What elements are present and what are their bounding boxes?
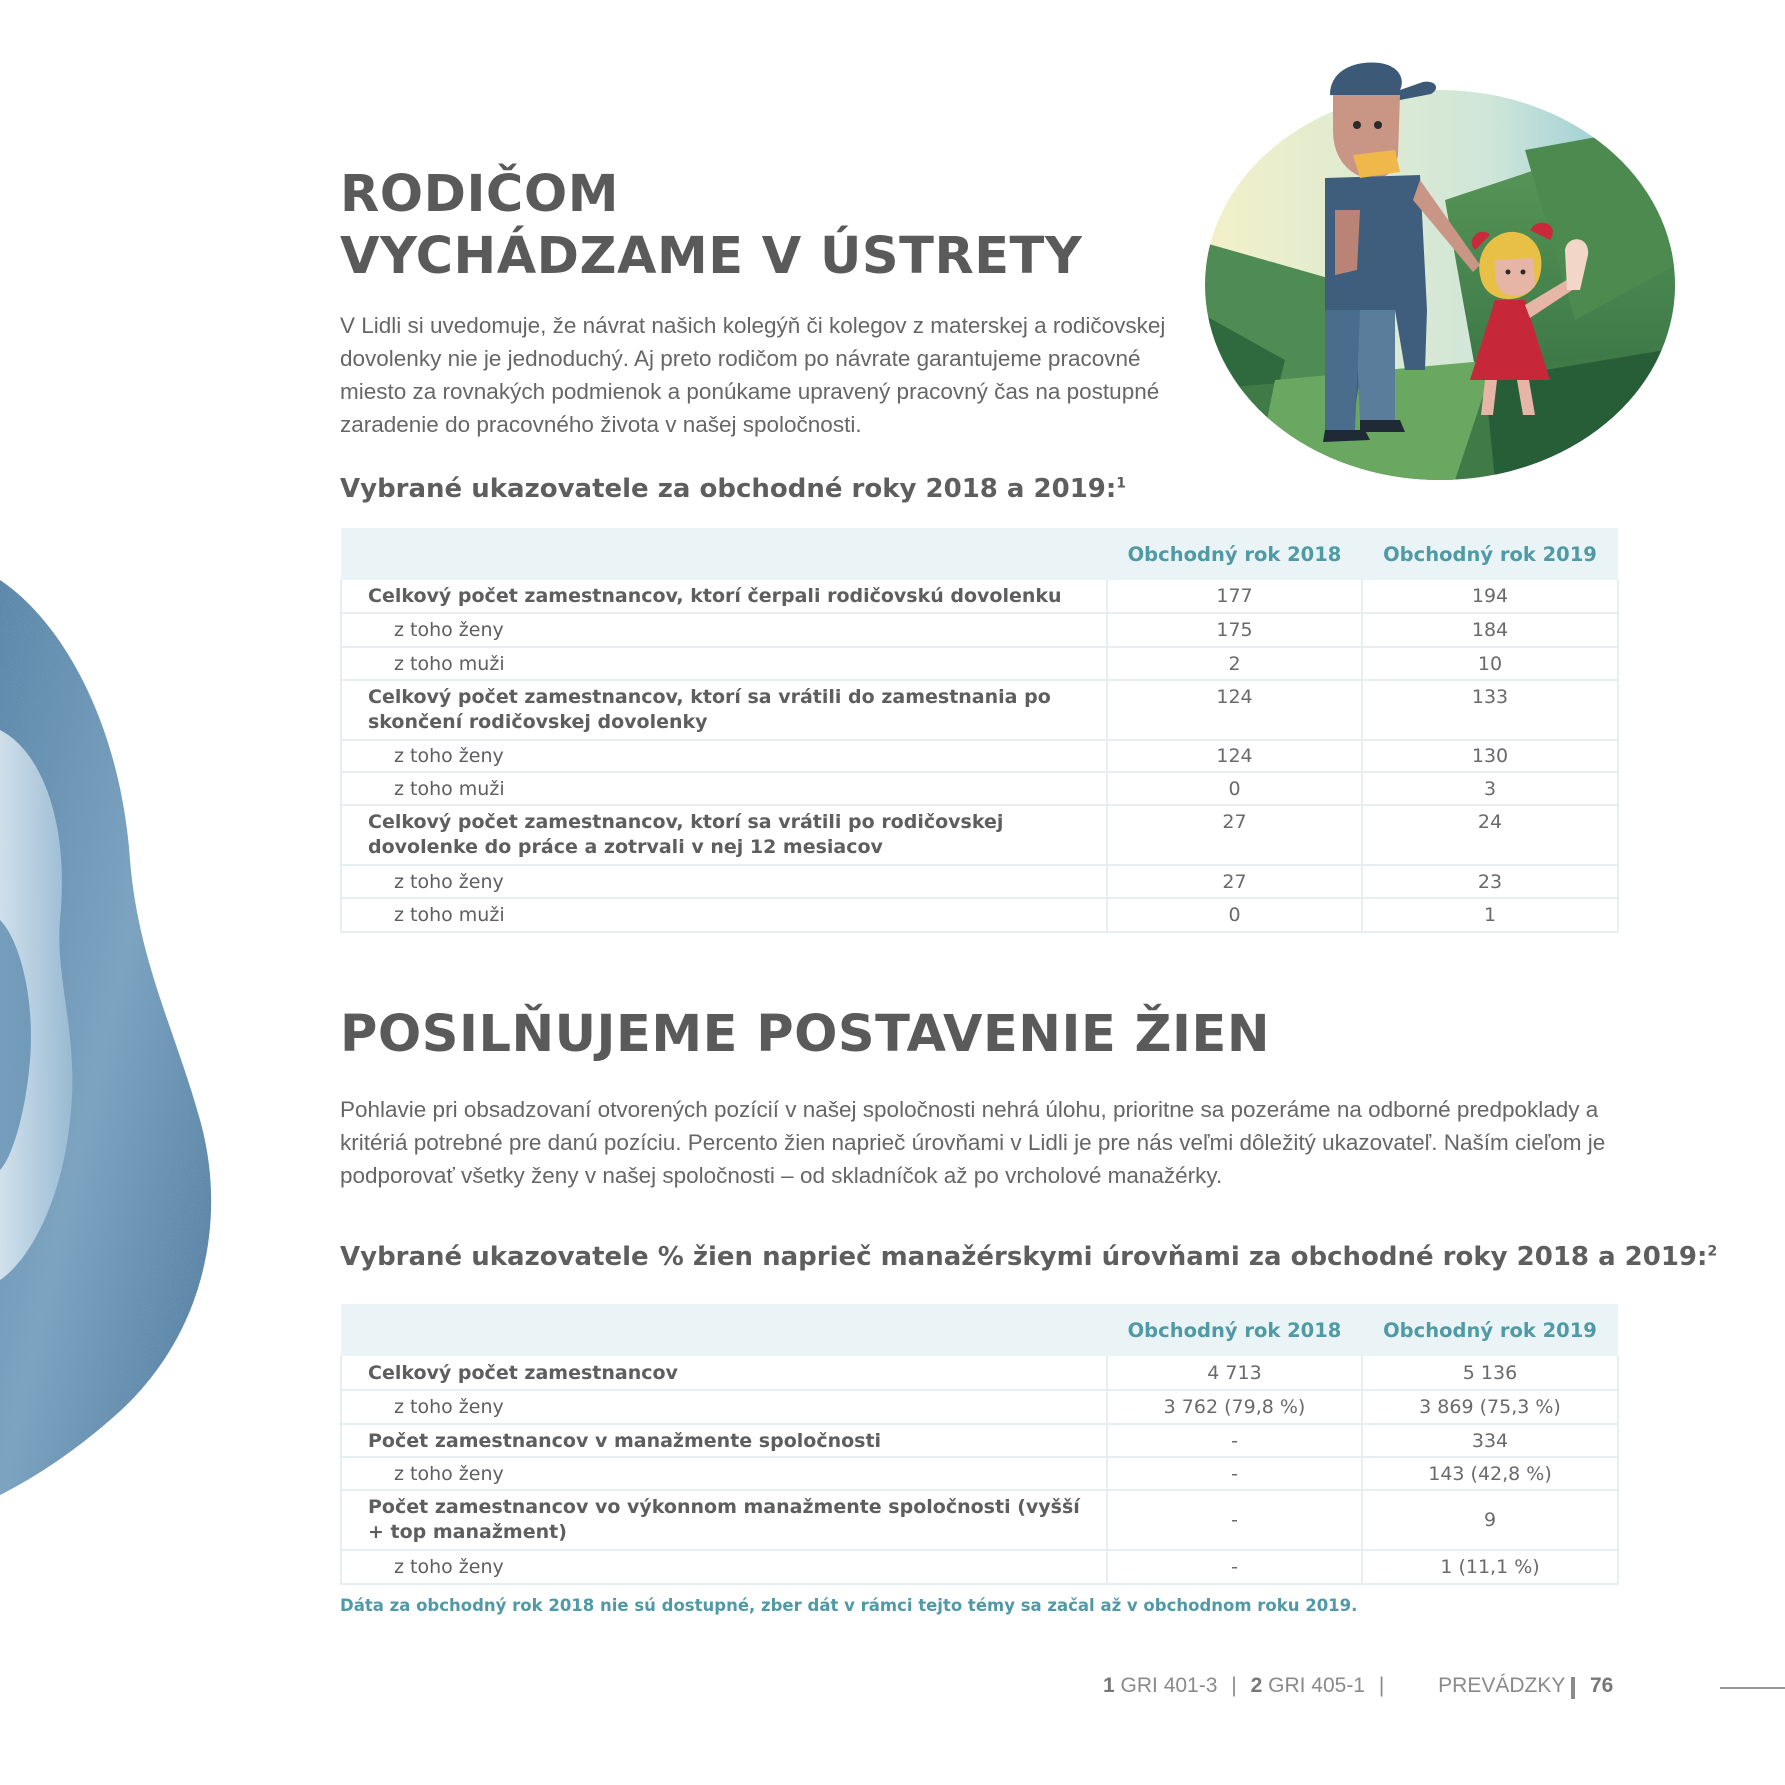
footer-references	[1103, 1674, 1565, 1698]
row-label: z toho ženy	[341, 865, 1107, 898]
section-title-parents	[340, 164, 1082, 288]
value-2018: 4 713	[1107, 1356, 1362, 1390]
value-2018: 0	[1107, 898, 1362, 932]
row-label: z toho muži	[341, 772, 1107, 805]
table1-heading-footnote: 1	[1116, 475, 1127, 492]
table1-heading	[340, 474, 1126, 504]
page-number: 76	[1590, 1674, 1614, 1697]
value-2018: 177	[1107, 580, 1362, 613]
table-row	[341, 1457, 1618, 1490]
table-row	[341, 740, 1618, 772]
table-header-2019: Obchodný rok 2019	[1362, 528, 1618, 580]
parental-leave-table	[340, 528, 1619, 933]
value-2019: 23	[1362, 865, 1618, 898]
table1-heading-text: Vybrané ukazovatele za obchodné roky 2018 a 2019:	[340, 474, 1117, 504]
row-label: z toho ženy	[341, 613, 1107, 647]
table-row	[341, 772, 1618, 805]
row-label: Celkový počet zamestnancov, ktorí sa vrátili po rodičovskej dovolenke do práce a zotrvali v nej 12 mesiacov	[341, 805, 1107, 865]
table-row	[341, 1424, 1618, 1457]
intro-paragraph-women: Pohlavie pri obsadzovaní otvorených pozícií v našej spoločnosti nehrá úlohu, prioritne sa pozeráme na odborné predpoklady a kritériá potrebné pre danú pozíciu. Percento žien naprieč úrovňami v Lidli je pre nás veľmi dôležitý ukazovateľ. Naším cieľom je podporovať všetky ženy v našej spoločnosti – od skladníčok až po vrcholové manažérky.	[340, 1097, 1606, 1188]
table-header-2019: Obchodný rok 2019	[1362, 1304, 1618, 1356]
value-2018: 124	[1107, 680, 1362, 740]
row-label: Celkový počet zamestnancov, ktorí sa vrátili do zamestnania po skončení rodičovskej dovolenky	[341, 680, 1107, 740]
value-2018: -	[1107, 1550, 1362, 1584]
table-row	[341, 647, 1618, 680]
table-header-2018: Obchodný rok 2018	[1107, 528, 1362, 580]
footer-rule	[1720, 1687, 1785, 1689]
table-row	[341, 1356, 1618, 1390]
table2-footnote: Dáta za obchodný rok 2018 nie sú dostupné, zber dát v rámci tejto témy sa začal až v obchodnom roku 2019.	[340, 1596, 1358, 1615]
table-header-row	[341, 528, 1618, 580]
footer-section-name: PREVÁDZKY	[1438, 1674, 1566, 1697]
value-2018: 124	[1107, 740, 1362, 772]
table-header-2018: Obchodný rok 2018	[1107, 1304, 1362, 1356]
footer-ref1-number: 1	[1103, 1674, 1115, 1697]
value-2019: 184	[1362, 613, 1618, 647]
section-title-line2: VYCHÁDZAME V ÚSTRETY	[340, 227, 1083, 286]
footer-ref1-text: GRI 401-3	[1120, 1674, 1218, 1697]
value-2019: 334	[1362, 1424, 1618, 1457]
row-label: z toho ženy	[341, 1390, 1107, 1424]
value-2019: 5 136	[1362, 1356, 1618, 1390]
value-2019: 9	[1362, 1490, 1618, 1550]
row-label: z toho ženy	[341, 1457, 1107, 1490]
value-2019: 3 869 (75,3 %)	[1362, 1390, 1618, 1424]
row-label: Počet zamestnancov vo výkonnom manažmente spoločnosti (vyšší + top manažment)	[341, 1490, 1107, 1550]
decorative-blue-shape	[0, 560, 230, 1520]
table-row	[341, 613, 1618, 647]
value-2019: 10	[1362, 647, 1618, 680]
table-header-blank	[341, 528, 1107, 580]
row-label: z toho muži	[341, 647, 1107, 680]
section-title-women: POSILŇUJEME POSTAVENIE ŽIEN	[340, 1005, 1271, 1064]
value-2019: 133	[1362, 680, 1618, 740]
value-2019: 143 (42,8 %)	[1362, 1457, 1618, 1490]
value-2018: 27	[1107, 865, 1362, 898]
footer-ref2-number: 2	[1250, 1674, 1263, 1697]
table-row	[341, 680, 1618, 740]
table2-heading	[340, 1242, 1717, 1272]
table-row	[341, 805, 1618, 865]
value-2018: -	[1107, 1457, 1362, 1490]
intro-paragraph-parents: V Lidli si uvedomuje, že návrat našich kolegýň či kolegov z materskej a rodičovskej dovolenky nie je jednoduchý. Aj preto rodičom po návrate garantujeme pracovné miesto za rovnakých podmienok a ponúkame upravený pracovný čas na postupné zaradenie do pracovného života v našej spoločnosti.	[340, 313, 1166, 437]
value-2019: 1 (11,1 %)	[1362, 1550, 1618, 1584]
row-label: z toho muži	[341, 898, 1107, 932]
table-row	[341, 1490, 1618, 1550]
value-2018: 27	[1107, 805, 1362, 865]
section-title-line1: RODIČOM	[340, 165, 619, 224]
table-row	[341, 1390, 1618, 1424]
footer-separator: |	[1378, 1674, 1385, 1697]
value-2019: 194	[1362, 580, 1618, 613]
value-2018: 0	[1107, 772, 1362, 805]
value-2019: 3	[1362, 772, 1618, 805]
table2-heading-text: Vybrané ukazovatele % žien naprieč manažérskymi úrovňami za obchodné roky 2018 a 2019:	[340, 1242, 1708, 1272]
value-2019: 1	[1362, 898, 1618, 932]
table-row	[341, 898, 1618, 932]
table-row	[341, 580, 1618, 613]
table-header-blank	[341, 1304, 1107, 1356]
value-2019: 130	[1362, 740, 1618, 772]
row-label: Počet zamestnancov v manažmente spoločnosti	[341, 1424, 1107, 1457]
footer-ref2-text: GRI 405-1	[1268, 1674, 1365, 1697]
value-2018: 175	[1107, 613, 1362, 647]
value-2018: 2	[1107, 647, 1362, 680]
row-label: z toho ženy	[341, 740, 1107, 772]
value-2019: 24	[1362, 805, 1618, 865]
table-header-row	[341, 1304, 1618, 1356]
value-2018: 3 762 (79,8 %)	[1107, 1390, 1362, 1424]
row-label: Celkový počet zamestnancov	[341, 1356, 1107, 1390]
value-2018: -	[1107, 1424, 1362, 1457]
table2-heading-footnote: 2	[1707, 1243, 1718, 1260]
table-row	[341, 1550, 1618, 1584]
value-2018: -	[1107, 1490, 1362, 1550]
row-label: z toho ženy	[341, 1550, 1107, 1584]
page-number-divider	[1571, 1677, 1575, 1699]
row-label: Celkový počet zamestnancov, ktorí čerpali rodičovskú dovolenku	[341, 580, 1107, 613]
footer-separator: |	[1231, 1674, 1237, 1697]
table-row	[341, 865, 1618, 898]
parent-child-illustration	[1195, 60, 1685, 480]
women-management-table	[340, 1304, 1619, 1585]
